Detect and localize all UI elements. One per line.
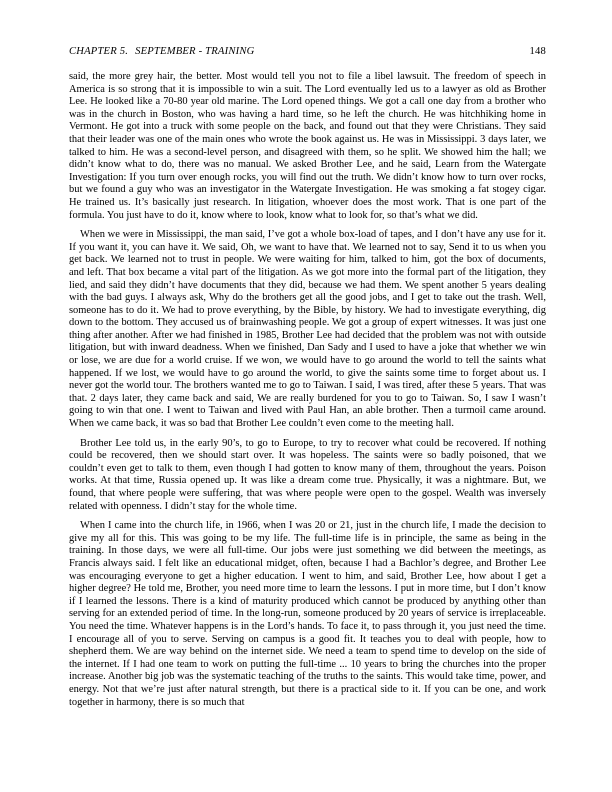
paragraph-3: Brother Lee told us, in the early 90’s, to go to Europe, to try to recover what could be recovered. If nothing could be recovered, then we should start over. It was hopeless. The saints were so badly poisoned, that we couldn’t even get to talk to them, even though I had gotten to know many of them, throughout the years. Poison works. At that time, Russia opened up. It was like a dream come true. Physically, it was a nightmare. But, we found, that where people were suffering, that was where people were open to the gospel. Wealth was inversely related with openness. I didn’t stay for the whole time.	[69, 437, 546, 512]
paragraph-2: When we were in Mississippi, the man said, I’ve got a whole box-load of tapes, and I don’t have any use for it. If you want it, you can have it. We said, Oh, we want to have that. We learned not to say, Send it to us when you get back. We learned not to trust in people. We were waiting for him, talked to him, got the box of documents, and left. That box became a vital part of the litigation. As we got more into the formal part of the litigation, they lied, and said they didn’t have documents that they did, because we had them. We spent another 5 years dealing with the bad guys. I always ask, Why do the brothers get all the good jobs, and I get to take out the trash. Well, someone has to do it. We had to prove everything, by the Bible, by history. We had to investigate everything, dig down to the bottom. They accused us of brainwashing people. We got a group of expert witnesses. It was just one thing after another. After we had finished in 1985, Brother Lee had decided that the problem was not with outside litigation, but with inward deadness. When we finished, Dan Sady and I used to have a joke that whether we win or lose, we are due for a world cruise. If we won, we would have to go around the world to tell the saints what happened. If we lost, we would have to go around the world, to give the saints some time to forget about us. I never got the world tour. The brothers wanted me to go to Taiwan. I said, I was tired, after these 5 years. That was that. 2 days later, they came back and said, We are really burdened for you to go to Taiwan. So, I saw I wasn’t going to win that one. I went to Taiwan and lived with Paul Han, an able brother. Then a turmoil came around. When we came back, it was so bad that Brother Lee couldn’t even come to the meeting hall.	[69, 229, 546, 430]
paragraph-1: said, the more grey hair, the better. Most would tell you not to file a libel lawsuit. The freedom of speech in America is so strong that it is impossible to win a suit. The Lord eventually led us to a lawyer as old as Brother Lee. He looked like a 70-80 year old marine. The Lord opened things. We got a call one day from a brother who was in the church in Boston, who was having a hard time, so he left the church. He was hitchhiking home in Vermont. He got into a truck with some people on the back, and found out that they were Christians. They said that their leader was one of the main ones who wrote the book against us. He was in Mississippi. 3 days later, we talked to him. He was a second-level person, and disagreed with them, so he split. We showed him the hall; we didn’t know what to do, there was no manual. We asked Brother Lee, and he said, Learn from the Watergate Investigation: If you turn over enough rocks, you will find out the truth. We didn’t know how to turn over rocks, but we found a guy who was an investigator in the Watergate Investigation. He was smoking a fat stogey cigar. He trained us. It’s basically just research. In litigation, whoever does the most work. That is one part of the formula. You just have to do it, know where to look, know what to look for, so that’s what we did.	[69, 71, 546, 221]
page-header	[69, 46, 546, 57]
paragraph-4: When I came into the church life, in 1966, when I was 20 or 21, just in the church life, I made the decision to give my all for this. This was going to be my life. The full-time life is in principle, the same as being in the training. In those days, we were all full-time. Our jobs were just something we did between the meetings, as Francis always said. I felt like an educational midget, often, because I had a Bachlor’s degree, and Brother Lee was encouraging everyone to get a higher education. I went to him, and said, Brother Lee, how about I get a higher degree? He told me, Brother, you need more time to learn the lessons. I put in more time, but I don’t know if I learned the lessons. There is a kind of maturity produced which cannot be produced by anything other than serving for an extended period of time. In the long-run, someone produced by 20 years of service is irreplaceable. You need the time. Whatever happens is in the Lord’s hands. To face it, to pass through it, you just need the time. I encourage all of you to serve. Serving on campus is a good fit. It teaches you to deal with people, how to shepherd them. We are way behind on the internet side. We need a team to spend time to develop on the side of the internet. If I had one team to work on putting the full-time ... 10 years to bring the churches into the proper increase. Another big job was the systematic teaching of the truths to the saints. This would take time, power, and energy. Not that we’re just after natural strength, but there is a practical side to it. If you can be one, and work together in harmony, there is so much that	[69, 520, 546, 708]
page-number: 148	[529, 46, 546, 57]
page-body	[69, 71, 546, 716]
chapter-title: SEPTEMBER - TRAINING	[135, 46, 255, 57]
chapter-label: CHAPTER 5.	[69, 46, 129, 57]
chapter-heading	[69, 46, 254, 57]
